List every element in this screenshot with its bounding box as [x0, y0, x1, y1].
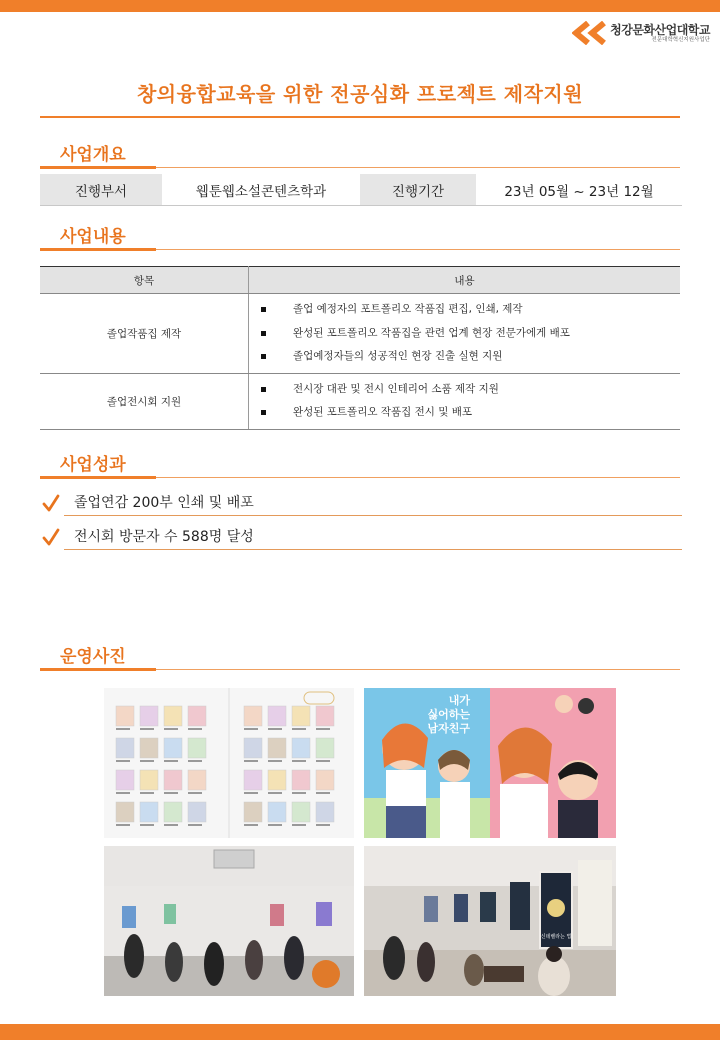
- period-value: 23년 05월 ~ 23년 12월: [476, 174, 682, 206]
- period-label: 진행기간: [360, 174, 476, 206]
- checkmark-icon: [42, 528, 60, 546]
- bottom-accent-bar: [0, 1024, 720, 1040]
- exhibition-posters-illustration: [364, 846, 616, 996]
- ck-logo-icon: [572, 21, 606, 45]
- table-row: [40, 373, 680, 429]
- section-label: 사업내용: [60, 227, 126, 247]
- list-item: 완성된 포트폴리오 작품집을 관련 업계 현장 전문가에게 배포: [261, 322, 680, 346]
- exhibition-hall-photo: [104, 846, 354, 996]
- document-title: 창의융합교육을 위한 전공심화 프로젝트 제작지원: [136, 82, 584, 106]
- result-item: [40, 522, 682, 550]
- section-label: 운영사진: [60, 647, 126, 667]
- poster-title-line: 싫어하는: [427, 708, 470, 721]
- bullet-list: [261, 378, 680, 425]
- result-text: 졸업연감 200부 인쇄 및 배포: [74, 495, 254, 511]
- col-header-item: 항목: [40, 267, 249, 294]
- list-item: 졸업예정자들의 성공적인 현장 진출 실현 지원: [261, 345, 680, 369]
- list-item: 전시장 대관 및 전시 인테리어 소품 제작 지원: [261, 378, 680, 402]
- webtoon-poster-illustration: [364, 688, 616, 838]
- checkmark-icon: [42, 494, 60, 512]
- content-table: [40, 266, 680, 430]
- row-name: 졸업작품집 제작: [40, 294, 249, 374]
- exhibit-poster-text: 신데렐라는 법: [540, 934, 572, 940]
- poster-title-line: 내가: [448, 694, 470, 707]
- exhibition-hall-illustration: [104, 846, 354, 996]
- section-content-heading: [40, 222, 680, 252]
- portfolio-spread-photo: [104, 688, 354, 838]
- dept-value: 웹툰웹소설콘텐츠학과: [162, 174, 360, 206]
- table-row: [40, 294, 680, 374]
- row-name: 졸업전시회 지원: [40, 373, 249, 429]
- col-header-content: 내용: [249, 267, 681, 294]
- title-divider: [40, 116, 680, 118]
- list-item: 졸업 예정자의 포트폴리오 작품집 편집, 인쇄, 제작: [261, 298, 680, 322]
- logo-name: 청강문화산업대학교: [610, 22, 710, 37]
- section-label: 사업성과: [60, 455, 126, 475]
- section-photos-heading: [40, 642, 680, 672]
- overview-table: [40, 174, 682, 206]
- dept-label: 진행부서: [40, 174, 162, 206]
- section-overview-heading: [40, 140, 680, 170]
- university-logo: [572, 20, 710, 46]
- result-text: 전시회 방문자 수 588명 달성: [74, 529, 254, 545]
- list-item: 완성된 포트폴리오 작품집 전시 및 배포: [261, 401, 680, 425]
- exhibition-posters-photo: [364, 846, 616, 996]
- result-item: [40, 488, 682, 516]
- section-results-heading: [40, 450, 680, 480]
- webtoon-poster-photo: [364, 688, 616, 838]
- top-accent-bar: [0, 0, 720, 12]
- poster-title-line: 남자친구: [427, 722, 470, 735]
- section-label: 사업개요: [60, 145, 126, 165]
- logo-subtitle: 전문대학혁신지원사업단: [651, 36, 710, 43]
- bullet-list: [261, 298, 680, 369]
- portfolio-spread-illustration: [104, 688, 354, 838]
